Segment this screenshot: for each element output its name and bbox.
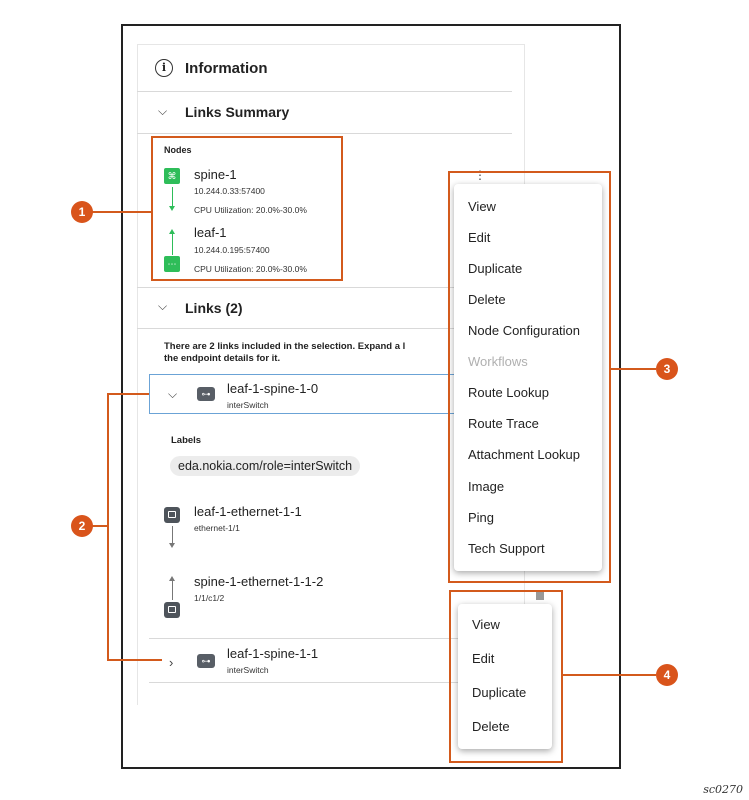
menu-item-duplicate[interactable]: Duplicate [468, 261, 523, 276]
callout-bracket-2 [107, 393, 149, 395]
endpoint-port: ethernet-1/1 [194, 523, 240, 533]
callout-badge-1: 1 [71, 201, 93, 223]
nodes-label: Nodes [164, 145, 192, 155]
menu-item-tech-support[interactable]: Tech Support [468, 541, 545, 556]
node-address: 10.244.0.33:57400 [194, 186, 265, 196]
menu-item-node-configuration[interactable]: Node Configuration [468, 323, 581, 338]
link-type: interSwitch [227, 665, 269, 675]
more-options-icon[interactable]: ⋮ [474, 168, 486, 182]
divider [137, 133, 512, 134]
menu-item-route-trace[interactable]: Route Trace [468, 416, 539, 431]
figure-id: sc0270 [703, 783, 743, 796]
menu-item-delete[interactable]: Delete [472, 719, 510, 734]
link-icon: ⊶ [197, 654, 215, 668]
links-summary-heading[interactable]: Links Summary [185, 104, 290, 120]
link-name[interactable]: leaf-1-spine-1-0 [227, 381, 319, 396]
label-tag: eda.nokia.com/role=interSwitch [170, 456, 360, 476]
arrow-down-icon [169, 543, 175, 548]
endpoint-port: 1/1/c1/2 [194, 593, 225, 603]
network-node-icon: ⋯ [164, 256, 180, 272]
chevron-down-icon[interactable]: ⌵ [158, 104, 168, 118]
callout-bracket-2 [107, 393, 109, 661]
node-address: 10.244.0.195:57400 [194, 245, 270, 255]
divider [137, 91, 512, 92]
node-cpu: CPU Utilization: 20.0%-30.0% [194, 264, 307, 274]
menu-item-workflows: Workflows [468, 354, 528, 369]
links-description: There are 2 links included in the selection. Expand a l [164, 341, 406, 352]
menu-item-route-lookup[interactable]: Route Lookup [468, 385, 549, 400]
link-type: interSwitch [227, 400, 269, 410]
callout-box-3 [448, 171, 611, 583]
link-icon: ⊶ [197, 387, 215, 401]
panel-title: Information [185, 60, 268, 77]
labels-heading: Labels [171, 435, 202, 446]
menu-item-view[interactable]: View [472, 617, 500, 632]
node-name[interactable]: spine-1 [194, 167, 237, 182]
menu-item-edit[interactable]: Edit [468, 230, 491, 245]
callout-badge-3: 3 [656, 358, 678, 380]
menu-item-duplicate[interactable]: Duplicate [472, 685, 527, 700]
connector-line [172, 580, 173, 600]
callout-line-3 [611, 368, 656, 370]
link-name[interactable]: leaf-1-spine-1-1 [227, 646, 319, 661]
chevron-right-icon[interactable]: › [169, 655, 174, 670]
node-name[interactable]: leaf-1 [194, 225, 227, 240]
info-circle-icon: i [155, 59, 173, 77]
endpoint-name[interactable]: leaf-1-ethernet-1-1 [194, 504, 302, 519]
port-icon [164, 507, 180, 523]
callout-bracket-2 [107, 659, 162, 661]
chevron-down-icon[interactable]: ⌵ [158, 299, 168, 313]
menu-item-image[interactable]: Image [468, 479, 505, 494]
callout-line-4 [563, 674, 656, 676]
port-icon [164, 602, 180, 618]
menu-item-attachment-lookup[interactable]: Attachment Lookup [468, 447, 581, 462]
menu-item-edit[interactable]: Edit [472, 651, 495, 666]
callout-line-2 [92, 525, 107, 527]
menu-item-delete[interactable]: Delete [468, 292, 506, 307]
chevron-down-icon[interactable]: ⌵ [168, 387, 178, 401]
network-node-icon: ⌘ [164, 168, 180, 184]
node-cpu: CPU Utilization: 20.0%-30.0% [194, 205, 307, 215]
callout-badge-2: 2 [71, 515, 93, 537]
links-heading[interactable]: Links (2) [185, 300, 243, 316]
connector-line [172, 526, 173, 544]
callout-box-4 [449, 590, 563, 763]
links-description-2: the endpoint details for it. [164, 353, 281, 364]
callout-line-1 [92, 211, 151, 213]
menu-item-ping[interactable]: Ping [468, 510, 495, 525]
endpoint-name[interactable]: spine-1-ethernet-1-1-2 [194, 574, 324, 589]
menu-item-view[interactable]: View [468, 199, 496, 214]
callout-box-1 [151, 136, 343, 281]
callout-badge-4: 4 [656, 664, 678, 686]
